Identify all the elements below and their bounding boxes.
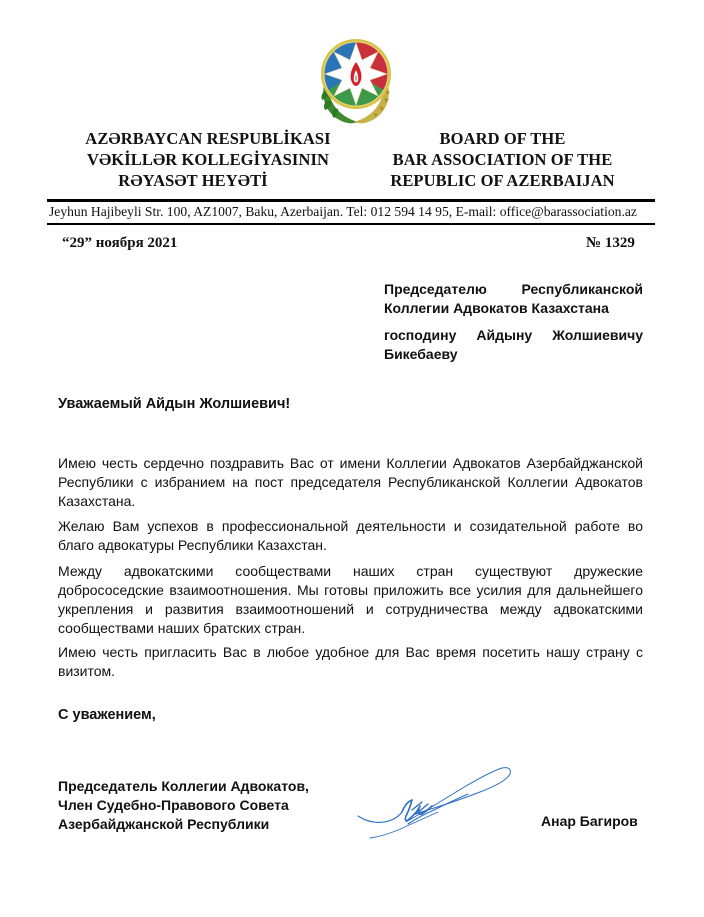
body-paragraph-4	[58, 643, 643, 681]
paragraph-text: Имею честь пригласить Вас в любое удобное для Вас время посетить нашу страну с визитом.	[58, 644, 643, 679]
body-paragraph-1	[58, 454, 643, 511]
signatory-title-line: Член Судебно-Правового Совета	[58, 797, 289, 813]
letter-number: № 1329	[586, 235, 635, 251]
title-line: AZƏRBAYCAN RESPUBLİKASI	[85, 129, 331, 148]
letter-date: “29” ноября 2021	[62, 235, 178, 251]
coat-of-arms-emblem-icon	[306, 26, 406, 126]
title-line: VƏKİLLƏR KOLLEGİYASININ	[86, 150, 329, 169]
salutation: Уважаемый Айдын Жолшиевич!	[58, 396, 291, 412]
title-line: BAR ASSOCIATION OF THE	[392, 150, 613, 169]
body-paragraph-3	[58, 562, 643, 638]
paragraph-text: Имею честь сердечно поздравить Вас от имени Коллегии Адвокатов Азербайджанской Республики с избранием на пост председателя Республиканской Коллегии Адвокатов Казахстана.	[58, 455, 643, 509]
signatory-title-line: Азербайджанской Республики	[58, 816, 270, 832]
header-rule-bottom	[47, 223, 655, 225]
letterhead-title-english	[370, 128, 635, 191]
recipient-line: господину Айдыну Жолшиевичу	[384, 327, 643, 343]
signatory-name: Анар Багиров	[541, 813, 638, 829]
body-paragraph-2	[58, 517, 643, 555]
title-line: BOARD OF THE	[439, 129, 566, 148]
signatory-title	[58, 777, 309, 834]
title-line: REPUBLIC OF AZERBAIJAN	[390, 171, 615, 190]
recipient-position	[384, 280, 643, 318]
letterhead-title-azerbaijani	[58, 128, 358, 191]
paragraph-text: Между адвокатскими сообществами наших стран существуют дружеские добрососедские взаимоотношения. Мы готовы приложить все усилия для дальнейшего укрепления и развития взаимоотношений и сотрудничества между адвокатскими сообществами наших братских стран.	[58, 563, 643, 636]
recipient-line: Председателю Республиканской	[384, 281, 643, 297]
recipient-line: Бикебаеву	[384, 346, 458, 362]
closing-phrase: С уважением,	[58, 707, 156, 723]
contact-address-line: Jeyhun Hajibeyli Str. 100, AZ1007, Baku, Azerbaijan. Tel: 012 594 14 95, E-mail: office@barassociation.az	[49, 204, 637, 219]
signatory-title-line: Председатель Коллегии Адвокатов,	[58, 778, 309, 794]
handwritten-signature-icon	[350, 750, 520, 845]
paragraph-text: Желаю Вам успехов в профессиональной деятельности и созидательной работе во благо адвокатуры Республики Казахстан.	[58, 518, 643, 553]
title-line: RƏYASƏT HEYƏTİ	[118, 171, 268, 190]
header-rule-top	[47, 199, 655, 202]
recipient-name	[384, 326, 643, 364]
recipient-line: Коллегии Адвокатов Казахстана	[384, 300, 609, 316]
